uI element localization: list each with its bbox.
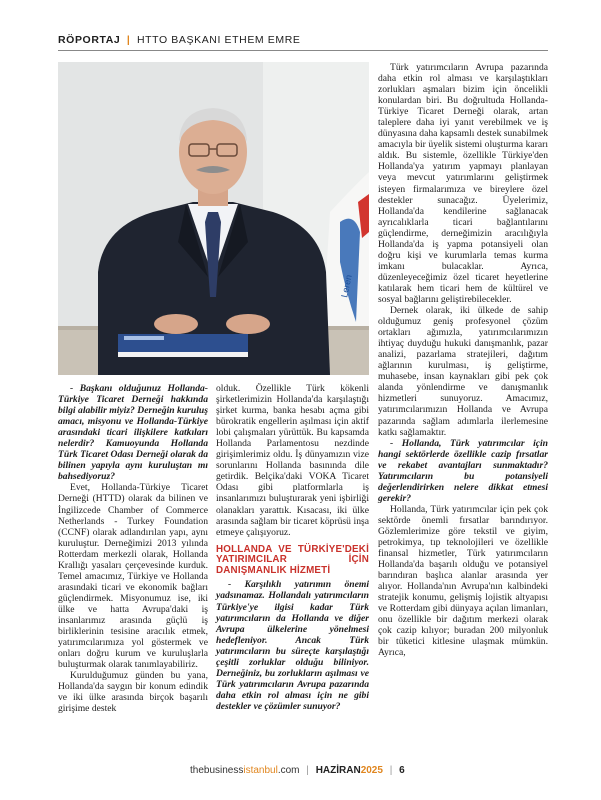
answer-1-paragraph-1: Evet, Hollanda-Türkiye Ticaret Derneği (HTTD) olarak da bilinen ve İngilizcede Chamber of Commerce Netherlands - Turkey Foundation (CCNF) olarak adlandırılan yapı, aynı kuruluştur. Derneğimizi 2013 yılında Rotterdam merkezli olarak, Hollanda Krallığı yasaları çerçevesinde kurduk. Temel amacımız, Türkiye ve Hollanda arasındaki ticari ve ekonomik bağları güçlendirmek. Misyonumuz ise, iki ülke ve hatta Avrupa'daki iş insanlarımız arasında güçlü iş birliklerinin tesisine aracılık etmek, yatırımcılarımıza yol göstermek ve onları doğru kurum ve kuruluşlarla buluşturmak olarak tanımlayabiliriz. xyxy=(58,482,208,671)
column-middle xyxy=(216,383,369,712)
banner-text: Leren xyxy=(339,273,354,299)
answer-3-paragraph-1: Hollanda, Türk yatırımcılar için pek çok sektörde önemli fırsatlar barındırıyor. Gözlemlerimize göre tekstil ve giyim, petrokimya, tıp teknolojileri ve özellikle finansal hizmetler, Türk yatırımcıların Hollanda'da başarılı olduğu ve potansiyel barındıran başlıca alanlar arasında yer alıyor. Hollanda'nın Avrupa'nın kalbindeki stratejik konumu, gelişmiş lojistik altyapısı ve Rotterdam gibi dünyaya açılan limanları, onu özellikle bir dağıtım merkezi olarak çok cazip kılıyor; buradan 200 milyonluk bir tüketici kitlesine ulaşmak mümkün. Ayrıca, xyxy=(378,503,548,659)
answer-2-paragraph-1: Türk yatırımcıların Avrupa pazarında daha etkin rol alması ve karşılaştıkları zorlukları aşmaları bizim için öncelikli konulardan biri. Bu doğrultuda Hollanda-Türkiye Ticaret Derneği olarak, artan taleplere daha iyi yanıt verebilmek ve iş dünyasına daha kapsamlı destek sunabilmek amacıyla bir üyelik sistemi oluşturma kararı aldık. Bu sistemle, özellikle Türkiye'den Hollanda'ya yatırım yapmayı planlayan veya mevcut yatırımlarını geliştirmek isteyen firmalarımıza ve bireylere özel destekler sunacağız. Üyelerimiz, Hollanda'da kendilerine sağlanacak ayrıcalıklarla ticari bağlantılarını güçlendirme, derneğimizin aracılığıyla Hollanda'da iş yapma potansiyeli olan doğru kişi ve kurumlarla temas kurma imkanı bulacaklar. Ayrıca, düzenleyeceğimiz özel ticaret heyetlerine katılarak hem ticari hem de kültürel ve sosyal bağlarını geliştirebilecekler. xyxy=(378,62,548,305)
column-right xyxy=(378,62,548,659)
question-3: - Hollanda, Türk yatırımcılar için hangi sektörlerde özellikle cazip fırsatlar ve rekabet avantajları sunmaktadır? Yatırımcıların bu potansiyeli değerlendirirken nelere dikkat etmesi gerekir? xyxy=(378,437,548,504)
footer-brand[interactable]: thebusinessistanbul.com xyxy=(190,765,300,776)
question-2: - Karşılıklı yatırımın önemi yadsınamaz. Hollandalı yatırımcıların Türkiye'ye ilgisi kadar Türk yatırımcıların da Hollanda ve diğer Avrupa ülkelerine yönelmesi hedefleniyor. Ancak Türk yatırımcıların bu süreçte karşılaştığı çeşitli zorluklar olduğu biliniyor. Derneğiniz, bu zorlukların aşılması ve Türk yatırımcıların Avrupa pazarında daha etkin rol alması için ne gibi destekler ve çözümler sunuyor? xyxy=(216,579,369,712)
footer-month: HAZİRAN xyxy=(315,765,361,776)
answer-1-continuation: olduk. Özellikle Türk kökenli şirketlerimizin Hollanda'da karşılaştığı şirket kurma, banka hesabı açma gibi bürokratik engellerin aşılması için aktif lobi çalışmaları yürüttük. Bu kapsamda Hollanda Parlamentosu nezdinde girişimlerimiz oldu. İş dünyamızın vize sorunlarını Hollanda basınında dile getirdik. Belçika'daki VOKA Ticaret Odası gibi platformlarla iş insanlarımızı buluşturarak yeni işbirliği olanakları yarattık. Kısacası, iki ülke arasında sağlam bir ticaret köprüsü inşa etmeye çalışıyoruz. xyxy=(216,383,369,538)
header-divider xyxy=(58,50,548,51)
header-topic: HTTO BAŞKANI ETHEM EMRE xyxy=(136,34,301,46)
answer-1-paragraph-2: Kurulduğumuz günden bu yana, Hollanda'da saygın bir konum edindik ve iki ülke arasında birçok başarılı girişime destek xyxy=(58,670,208,715)
page-header xyxy=(58,34,548,50)
interview-photo xyxy=(58,62,369,375)
column-left xyxy=(58,383,208,714)
section-label: RÖPORTAJ xyxy=(58,34,121,46)
page-number: 6 xyxy=(399,765,405,776)
footer-separator-2: | xyxy=(389,765,393,776)
question-1: - Başkanı olduğunuz Hollanda-Türkiye Ticaret Derneği hakkında bilgi alabilir miyiz? Derneğin kuruluş amacı, misyonu ve Hollanda-Türkiye arasındaki ticari ilişkilere katkıları nelerdir? Kamuoyunda Hollanda Türk Ticaret Odası Derneği olarak da bilinen yapıyla aynı kuruluştan mı bahsediyoruz? xyxy=(58,383,208,483)
footer-separator: | xyxy=(306,765,309,776)
answer-2-paragraph-2: Dernek olarak, iki ülkede de sahip olduğumuz geniş profesyonel çözüm ortakları ağımızla, yatırımcılarımızın ihtiyaç duyduğu hukuki danışmanlık, pazar analizi, pazarlama stratejileri, dağıtım ağlarının kurulması, iş geliştirme, muhasebe, insan kaynakları gibi pek çok alanda yönlendirme ve danışmanlık hizmetleri sunuyoruz. Amacımız, yatırımcılarımızın Hollanda ve Avrupa pazarında sağlam adımlarla ilerlemesine katkı sağlamaktır. xyxy=(378,305,548,438)
footer-year: 2025 xyxy=(360,765,383,776)
page-footer xyxy=(190,765,550,779)
portrait-illustration xyxy=(58,62,369,375)
header-separator: | xyxy=(126,34,131,46)
section-subheading: HOLLANDA VE TÜRKİYE'DEKİ YATIRIMCILAR İÇİN DANIŞMANLIK HİZMETİ xyxy=(216,543,369,576)
